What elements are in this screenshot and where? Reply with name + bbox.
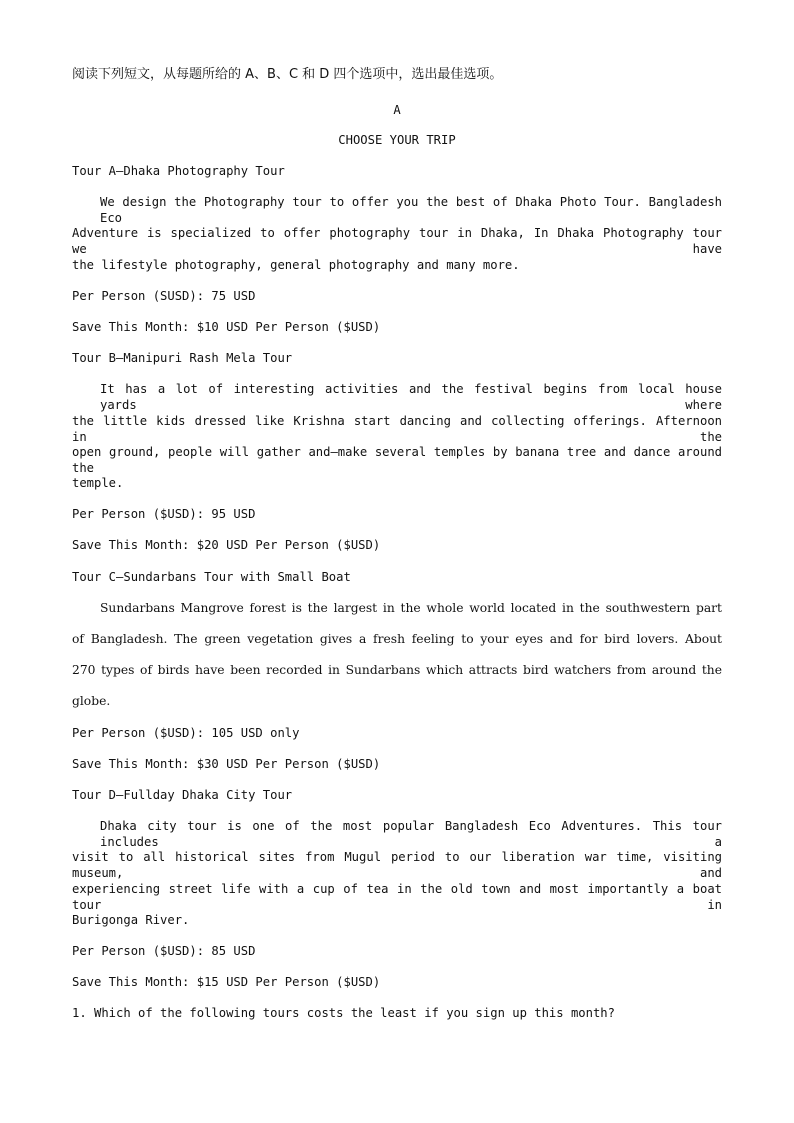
tour-a-saving: Save This Month: $10 USD Per Person ($USD) [72, 320, 381, 334]
tour-a-heading: Tour A—Dhaka Photography Tour [72, 164, 285, 178]
tour-d-heading: Tour D—Fullday Dhaka City Tour [72, 788, 293, 802]
tour-a-desc-line-1: We design the Photography tour to offer you the best of Dhaka Photo Tour. Bangladesh Eco [100, 195, 722, 225]
tour-b-desc-line-1: It has a lot of interesting activities and the festival begins from local house yards where [100, 382, 722, 412]
tour-c-heading: Tour C—Sundarbans Tour with Small Boat [72, 570, 351, 584]
tour-b-price: Per Person ($USD): 95 USD [72, 507, 256, 521]
tour-d-price: Per Person ($USD): 85 USD [72, 944, 256, 958]
question-1: 1. Which of the following tours costs the least if you sign up this month? [72, 1006, 615, 1020]
tour-b-desc-line-3: open ground, people will gather and—make several temples by banana tree and dance around the [72, 445, 722, 475]
tour-a-price: Per Person (SUSD): 75 USD [72, 289, 256, 303]
tour-b-saving: Save This Month: $20 USD Per Person ($USD) [72, 538, 381, 552]
tour-c-desc-line-3: 270 types of birds have been recorded in Sundarbans which attracts bird watchers from around the [72, 663, 722, 677]
tour-c-saving: Save This Month: $30 USD Per Person ($USD) [72, 757, 381, 771]
tour-d-desc-line-1: Dhaka city tour is one of the most popular Bangladesh Eco Adventures. This tour includes a [100, 819, 722, 849]
tour-d-desc-line-3: experiencing street life with a cup of tea in the old town and most importantly a boat tour in [72, 882, 722, 912]
tour-c-price: Per Person ($USD): 105 USD only [72, 726, 300, 740]
instruction-text: 阅读下列短文，从每题所给的 A、B、C 和 D 四个选项中，选出最佳选项。 [72, 67, 503, 82]
tour-d-desc-line-2: visit to all historical sites from Mugul period to our liberation war time, visiting museum, and [72, 850, 722, 880]
tour-a-desc-line-3: the lifestyle photography, general photography and many more. [72, 258, 520, 272]
tour-b-heading: Tour B—Manipuri Rash Mela Tour [72, 351, 293, 365]
tour-d-desc-line-4: Burigonga River. [72, 913, 190, 927]
section-letter: A [393, 103, 401, 117]
tour-a-desc-line-2: Adventure is specialized to offer photography tour in Dhaka, In Dhaka Photography tour we have [72, 226, 722, 256]
tour-c-desc-line-2: of Bangladesh. The green vegetation gives a fresh feeling to your eyes and for bird lovers. About [72, 632, 722, 646]
tour-d-saving: Save This Month: $15 USD Per Person ($USD) [72, 975, 381, 989]
tour-c-desc-line-1: Sundarbans Mangrove forest is the largest in the whole world located in the southwestern part [100, 601, 722, 615]
tour-c-desc-line-4: globe. [72, 694, 111, 708]
page-title: CHOOSE YOUR TRIP [338, 133, 456, 147]
tour-b-desc-line-4: temple. [72, 476, 124, 490]
tour-b-desc-line-2: the little kids dressed like Krishna start dancing and collecting offerings. Afternoon in the [72, 414, 722, 444]
